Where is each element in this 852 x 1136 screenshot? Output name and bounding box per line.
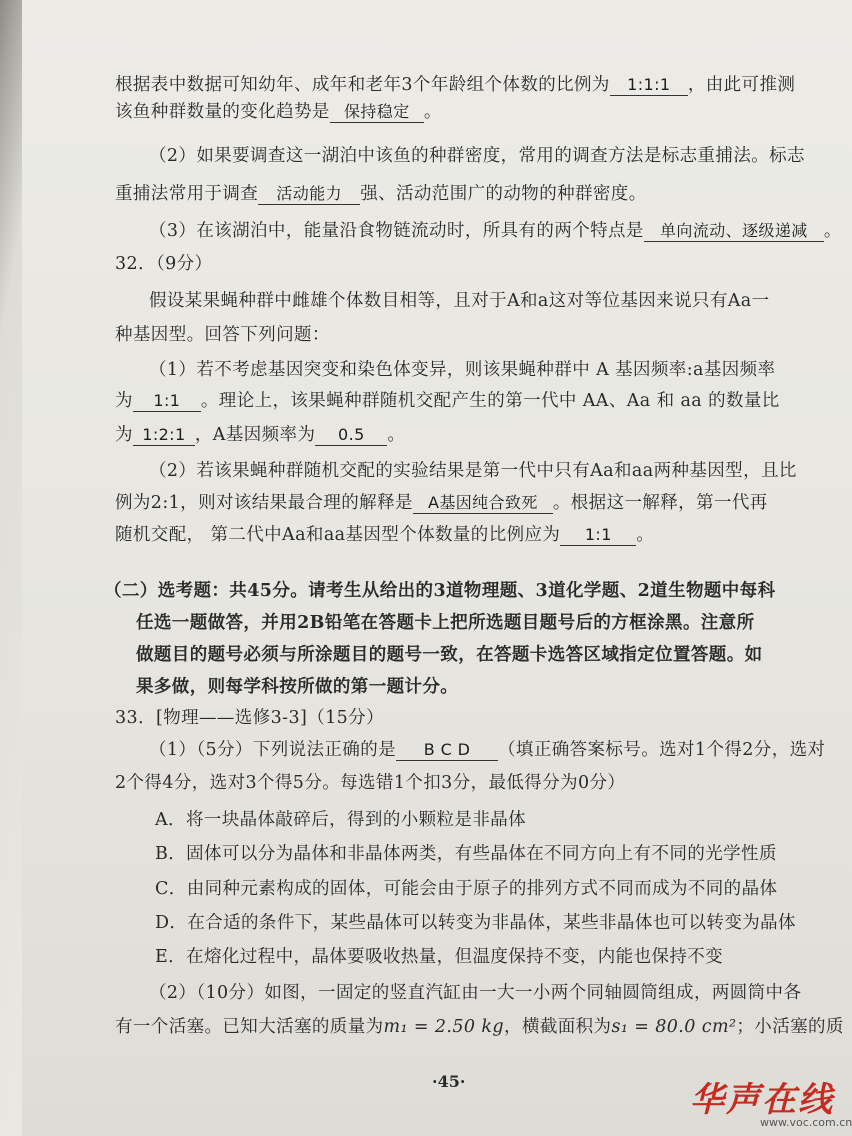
mass-expression: m₁ = 2.50 kg <box>383 1017 505 1037</box>
text-line-9: （1）若不考虑基因突变和染色体变异，则该果蝇种群中 A 基因频率:a基因频率 <box>149 360 776 380</box>
text-line-4: 重捕法常用于调查 活动能力 强、活动范围广的动物的种群密度。 <box>115 184 647 204</box>
exam-page <box>22 0 852 1136</box>
answer-freq-ratio: 1:1 <box>133 391 201 412</box>
elective-instructions-1: （二）选考题：共45分。请考生从给出的3道物理题、3道化学题、2道生物题中每科 <box>104 581 776 601</box>
answer-energy-flow: 单向流动、逐级递减 <box>644 221 824 242</box>
text-line-12: （2）若该果蝇种群随机交配的实验结果是第一代中只有Aa和aa两种基因型，且比 <box>149 461 797 481</box>
watermark-logo <box>650 1072 852 1136</box>
page-number: ·45· <box>432 1072 466 1091</box>
text-line-13: 例为2:1，则对该结果最合理的解释是 A基因纯合致死 。根据这一解释，第一代再 <box>115 493 768 513</box>
text-line-14: 随机交配， 第二代中Aa和aa基因型个体数量的比例应为 1:1 。 <box>115 525 655 545</box>
watermark-text: 华声在线 <box>690 1080 834 1120</box>
answer-options: B C D <box>396 740 498 761</box>
elective-instructions-2: 任选一题做答，并用2B铅笔在答题卡上把所选题目题号后的方框涂黑。注意所 <box>136 613 755 633</box>
text-line-7: 假设某果蝇种群中雌雄个体数目相等，且对于A和a这对等位基因来说只有Aa一 <box>149 291 770 311</box>
answer-second-gen-ratio: 1:1 <box>560 525 636 546</box>
option-c: C．由同种元素构成的固体，可能会由于原子的排列方式不同而成为不同的晶体 <box>155 879 778 899</box>
text-line-21: 2个得4分，选对3个得5分。每选错1个扣3分，最低得分为0分） <box>115 773 626 793</box>
elective-instructions-4: 果多做，则每学科按所做的第一题计分。 <box>136 677 459 697</box>
watermark-url: www.voc.com.cn <box>760 1116 852 1129</box>
answer-a-frequency: 0.5 <box>315 425 387 446</box>
answer-trend: 保持稳定 <box>330 102 424 123</box>
text-line-11: 为 1:2:1 ，A基因频率为 0.5 。 <box>115 425 406 445</box>
area-expression: s₁ = 80.0 cm² <box>611 1017 737 1037</box>
text-line-23: 有一个活塞。已知大活塞的质量为m₁ = 2.50 kg，横截面积为s₁ = 80.0 cm²；小活塞的质 <box>115 1017 844 1037</box>
question-33-header: 33．[物理——选修3-3]（15分） <box>115 708 384 728</box>
answer-activity: 活动能力 <box>258 184 360 205</box>
option-b: B．固体可以分为晶体和非晶体两类，有些晶体在不同方向上有不同的光学性质 <box>155 844 777 864</box>
text-line-20: （1）（5分）下列说法正确的是 B C D （填正确答案标号。选对1个得2分，选对 <box>149 740 826 760</box>
text-line-2: 该鱼种群数量的变化趋势是 保持稳定 。 <box>115 102 442 122</box>
text-line-10: 为 1:1 。理论上，该果蝇种群随机交配产生的第一代中 AA、Aa 和 aa 的数量比 <box>115 391 780 411</box>
option-e: E．在熔化过程中，晶体要吸收热量，但温度保持不变，内能也保持不变 <box>155 947 724 967</box>
answer-ratio: 1:1:1 <box>610 75 688 96</box>
text-line-22: （2）（10分）如图，一固定的竖直汽缸由一大一小两个同轴圆筒组成，两圆筒中各 <box>149 983 802 1003</box>
answer-genotype-ratio: 1:2:1 <box>133 425 195 446</box>
text-line-3: （2）如果要调查这一湖泊中该鱼的种群密度，常用的调查方法是标志重捕法。标志 <box>149 146 805 166</box>
text-line-8: 种基因型。回答下列问题： <box>115 325 330 345</box>
answer-explanation: A基因纯合致死 <box>413 493 553 514</box>
text-line-5: （3）在该湖泊中，能量沿食物链流动时，所具有的两个特点是 单向流动、逐级递减 。 <box>149 221 842 241</box>
option-a: A．将一块晶体敲碎后，得到的小颗粒是非晶体 <box>155 810 527 830</box>
option-d: D．在合适的条件下，某些晶体可以转变为非晶体，某些非晶体也可以转变为晶体 <box>155 913 796 933</box>
question-32-header: 32．（9分） <box>115 254 213 274</box>
text-line-1: 根据表中数据可知幼年、成年和老年3个年龄组个体数的比例为 1:1:1 ，由此可推测 <box>115 75 796 95</box>
elective-instructions-3: 做题目的题号必须与所涂题目的题号一致，在答题卡选答区域指定位置答题。如 <box>136 645 763 665</box>
